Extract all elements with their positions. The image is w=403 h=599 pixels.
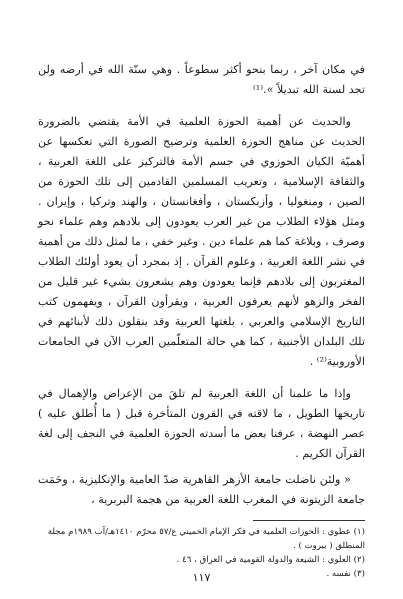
footnote-3: (٣) نفسه . [326,569,365,579]
footnote-1: (١) عطوي : الحوزات العلمية في فكر الإمام الخميني ع/٥٧ محرّم ١٤١٠هـ/آب ١٩٨٩م مجلة المنطلق ( بيروت ) . [47,527,365,551]
page-number: ١١٧ [192,571,211,584]
paragraph-quote-start: « ولئن ناضلت جامعة الأزهر القاهرية ضدّ العامية والإنكليزية ، وحَمَت جامعة الزيتونة في المغرب اللغة العربية من هجمة البربرية ، [38,473,365,506]
paragraph-hawza-importance: والحديث عن أهمية الحوزة العلمية في الأمة يقتضي بالضرورة الحديث عن مناهج الحوزة العلمية وترضيح الصورة التي تعكسها عن أهميّة الكيان الحوزوي في جسم الأمة فالتركيز على اللغة العربية ، والثقافة الإسلامية ، وتعريب المسلمين القادمين إلى تلك الحوزة من الصين ، ومنغوليا ، وأزبكستان ، وأفغانستان ، والهند وتركيا ، وإيران . ومثل هؤلاء الطلاب من غير العرب يعودون إلى بلادهم وهم علماء نحو وصرف ، وبلاغة كما هم علماء دين . وغير خفي ، ما لمثل ذلك من أهمية في نشر اللغة العربية ، وعلوم القرآن . إذ بمجرد أن يعود أولئك الطلاب المغتربون إلى بلادهم فإنما يعودون وهم يشعرون بشيء غير قليل من الفخر والزهو لأنهم يعرفون العربية ، ويقرأون القرآن ، ويفهمون كتب التاريخ الإسلامي والعربي ، بلغتها العربية وقد ينقلون ذلك لأبنائهم في تلك البلدان الأجنبية ، كما هي حالة المتعلّمين العرب الآن في الجامعات الأوروبية⁽²⁾ . [38,115,365,368]
paragraph-continuation: في مكان آخر ، ربما بنحو أكثر سطوعاً . وهي سنّة الله في أرضه ولن تجد لسنة الله تبديلاً ».⁽¹⁾ [38,63,365,96]
body-text [38,60,365,510]
footnote-separator [253,520,365,521]
paragraph-arabic-neglect: وإذا ما علمنا أن اللغة العربية لم تلقَ من الإعراض والإهمال في تاريخها الطويل ، ما لاقته في القرون المتأخرة قبل ( ما أُطلق عليه ) عصر النهضة ، عرفنا بعض ما أسدته الحوزة العلمية في النجف إلى لغة القرآن الكريم . [38,387,365,460]
footnote-2: (٢) العلوي : الشيعة والدولة القومية في العراق ، ٤٦ . [176,555,365,565]
